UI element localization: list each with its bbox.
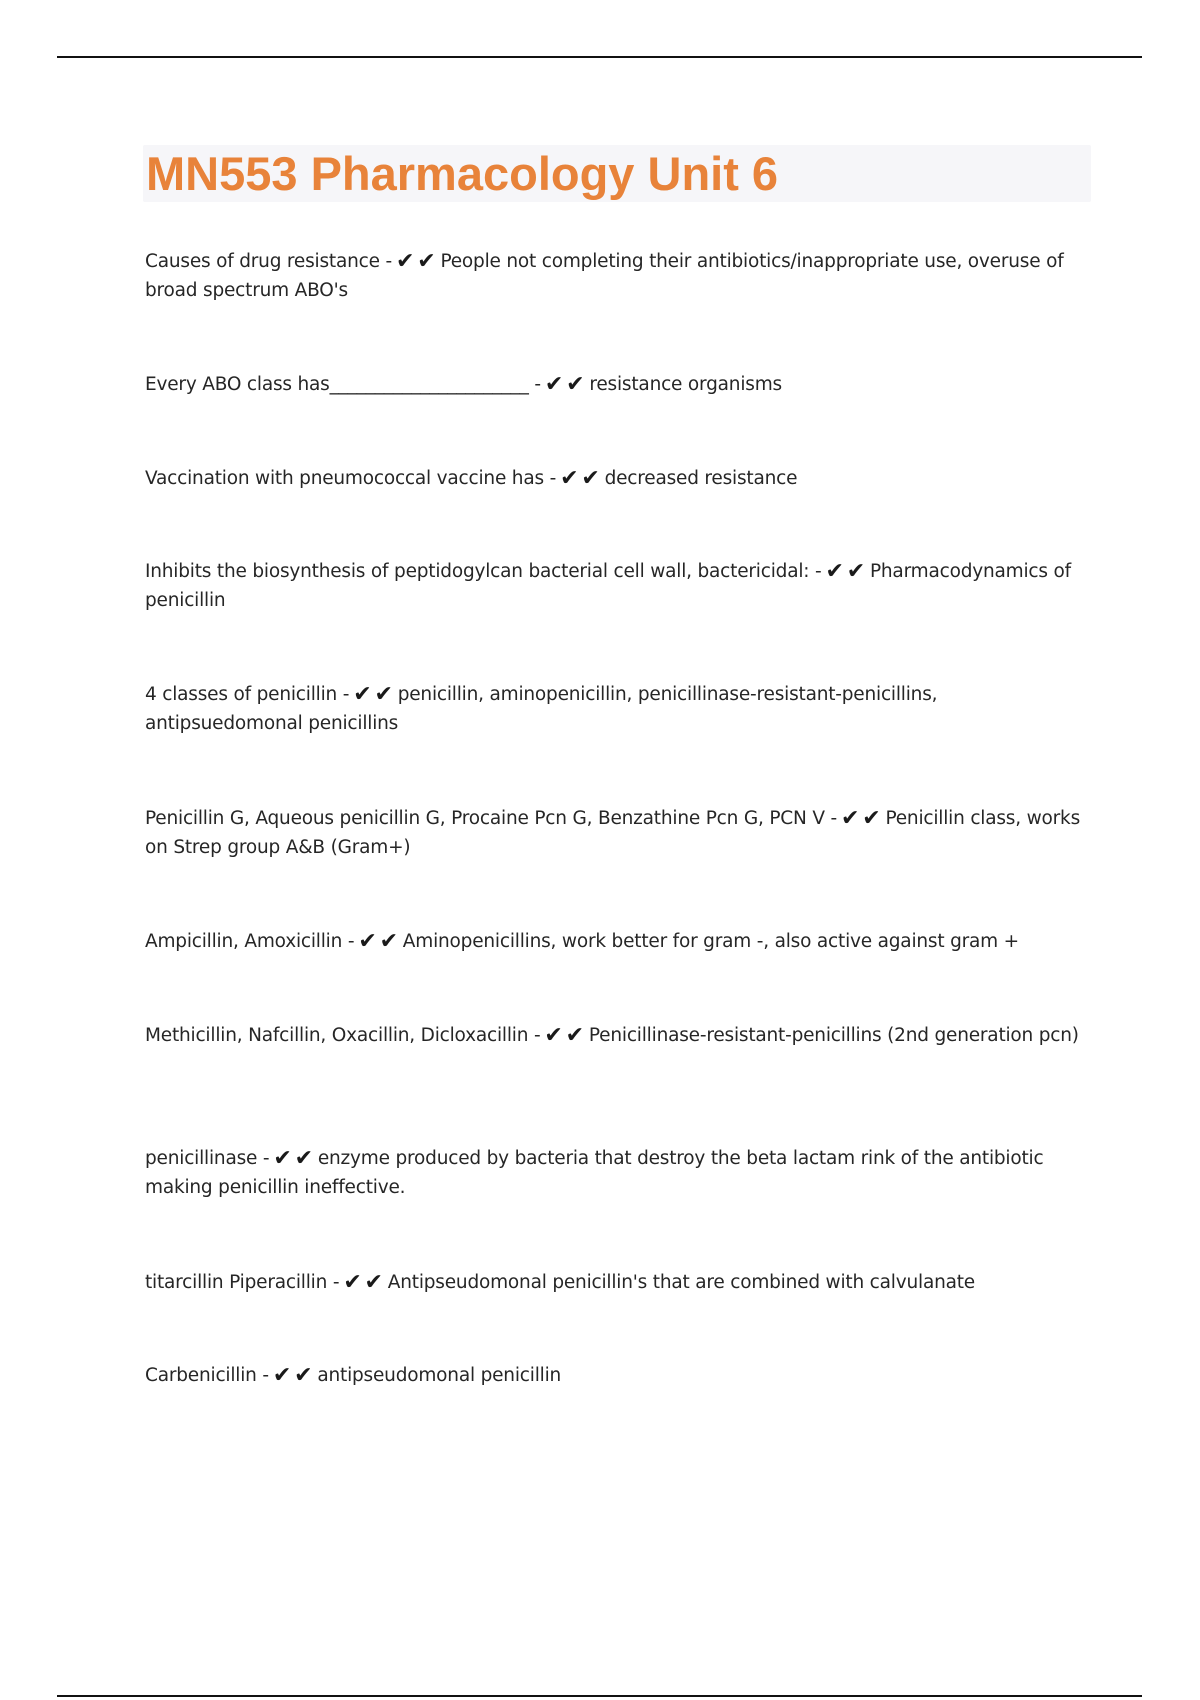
check-icon: ✔ bbox=[862, 806, 881, 831]
double-check-icon bbox=[544, 1025, 586, 1046]
check-icon: ✔ bbox=[343, 1270, 362, 1295]
card-separator: - bbox=[347, 931, 355, 952]
card-separator: - bbox=[549, 468, 557, 489]
card-term: Ampicillin, Amoxicillin bbox=[145, 931, 343, 952]
double-check-icon bbox=[841, 808, 883, 829]
check-icon: ✔ bbox=[825, 559, 844, 584]
card-definition: Antipseudomonal penicillin's that are combined with calvulanate bbox=[387, 1272, 975, 1293]
card-definition: penicillin, aminopenicillin, penicillinase-resistant-penicillins, antipsuedomonal penicillins bbox=[145, 684, 938, 734]
card-term: Carbenicillin bbox=[145, 1365, 257, 1386]
flashcard-item bbox=[145, 247, 1090, 305]
check-icon: ✔ bbox=[294, 1363, 313, 1388]
double-check-icon bbox=[343, 1272, 385, 1293]
top-rule bbox=[57, 56, 1142, 58]
card-definition: enzyme produced by bacteria that destroy the beta lactam rink of the antibiotic making penicillin ineffective. bbox=[145, 1148, 1044, 1198]
check-icon: ✔ bbox=[840, 806, 860, 831]
flashcard-item bbox=[145, 804, 1090, 862]
card-definition: decreased resistance bbox=[604, 468, 798, 489]
double-check-icon bbox=[825, 561, 867, 582]
card-separator: - bbox=[385, 251, 392, 272]
check-icon: ✔ bbox=[565, 1023, 584, 1048]
card-separator: - bbox=[342, 684, 350, 705]
card-definition: antipseudomonal penicillin bbox=[317, 1365, 562, 1386]
check-icon: ✔ bbox=[846, 559, 865, 584]
check-icon: ✔ bbox=[581, 466, 600, 491]
card-definition: Pharmacodynamics of penicillin bbox=[145, 561, 1071, 611]
card-definition: resistance organisms bbox=[589, 374, 782, 395]
check-icon: ✔ bbox=[294, 1146, 313, 1171]
check-icon: ✔ bbox=[417, 249, 436, 274]
card-term: 4 classes of penicillin bbox=[145, 684, 338, 705]
flashcard-item bbox=[145, 557, 1090, 615]
card-separator: - bbox=[533, 1025, 541, 1046]
page-title: MN553 Pharmacology Unit 6 bbox=[146, 147, 779, 200]
card-term: penicillinase bbox=[145, 1148, 258, 1169]
card-definition: Aminopenicillins, work better for gram -, also active against gram + bbox=[402, 931, 1019, 952]
check-icon: ✔ bbox=[353, 682, 372, 707]
flashcard-item bbox=[145, 1268, 1090, 1297]
card-term: Inhibits the biosynthesis of peptidogylcan bacterial cell wall, bactericidal: bbox=[145, 561, 810, 582]
double-check-icon bbox=[353, 684, 395, 705]
card-separator: - bbox=[830, 808, 837, 829]
card-term: Penicillin G, Aqueous penicillin G, Procaine Pcn G, Benzathine Pcn G, PCN V bbox=[145, 808, 825, 829]
double-check-icon bbox=[358, 931, 400, 952]
flashcard-item bbox=[145, 680, 1090, 738]
double-check-icon bbox=[545, 374, 587, 395]
card-term: titarcillin Piperacillin bbox=[145, 1272, 328, 1293]
card-separator: - bbox=[534, 374, 541, 395]
check-icon: ✔ bbox=[544, 372, 564, 397]
check-icon: ✔ bbox=[566, 372, 585, 397]
card-term: Vaccination with pneumococcal vaccine has bbox=[145, 468, 544, 489]
card-definition: People not completing their antibiotics/inappropriate use, overuse of broad spectrum ABO's bbox=[145, 251, 1064, 301]
double-check-icon bbox=[273, 1365, 315, 1386]
flashcard-item bbox=[145, 1361, 1090, 1390]
double-check-icon bbox=[273, 1148, 315, 1169]
card-term: Causes of drug resistance bbox=[145, 251, 380, 272]
card-term: Methicillin, Nafcillin, Oxacillin, Dicloxacillin bbox=[145, 1025, 529, 1046]
check-icon: ✔ bbox=[364, 1270, 383, 1295]
flashcard-item bbox=[145, 1144, 1090, 1202]
card-definition: Penicillin class, works on Strep group A&B (Gram+) bbox=[145, 808, 1081, 858]
flashcard-item bbox=[145, 927, 1090, 956]
flashcard-item bbox=[145, 1021, 1090, 1050]
card-definition: Penicillinase-resistant-penicillins (2nd generation pcn) bbox=[588, 1025, 1079, 1046]
double-check-icon bbox=[396, 251, 438, 272]
card-separator: - bbox=[262, 1148, 270, 1169]
check-icon: ✔ bbox=[358, 929, 377, 954]
check-icon: ✔ bbox=[560, 466, 579, 491]
card-separator: - bbox=[815, 561, 822, 582]
card-separator: - bbox=[262, 1365, 269, 1386]
bottom-rule bbox=[57, 1695, 1142, 1697]
check-icon: ✔ bbox=[374, 682, 393, 707]
card-term: Every ABO class has______________________ bbox=[145, 374, 529, 395]
card-separator: - bbox=[332, 1272, 340, 1293]
check-icon: ✔ bbox=[395, 249, 415, 274]
flashcard-item bbox=[145, 370, 1090, 399]
check-icon: ✔ bbox=[273, 1146, 292, 1171]
check-icon: ✔ bbox=[379, 929, 398, 954]
flashcard-item bbox=[145, 464, 1090, 493]
double-check-icon bbox=[560, 468, 602, 489]
check-icon: ✔ bbox=[544, 1023, 563, 1048]
check-icon: ✔ bbox=[272, 1363, 292, 1388]
